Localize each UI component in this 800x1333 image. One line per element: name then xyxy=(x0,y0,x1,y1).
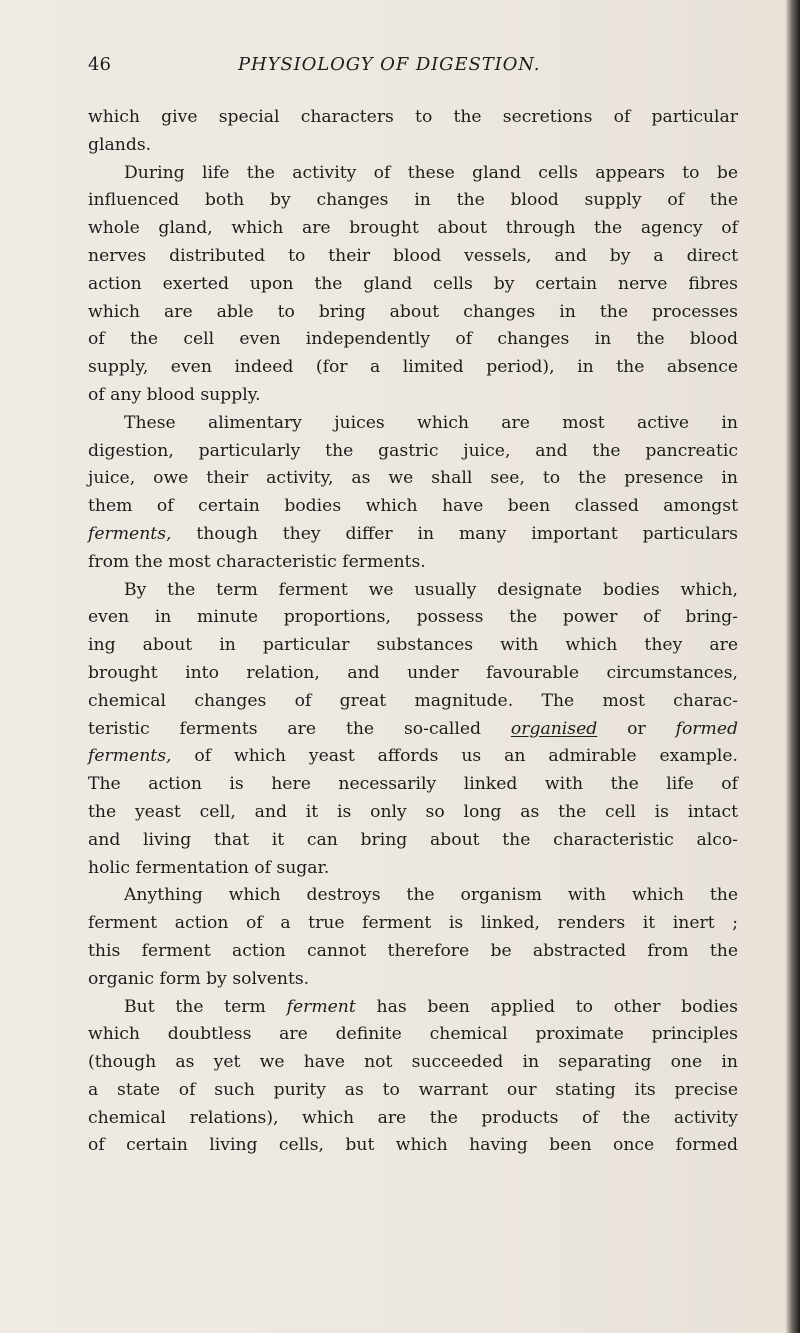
text-line: organic form by solvents. xyxy=(88,968,310,989)
running-title: PHYSIOLOGY OF DIGESTION. xyxy=(238,54,541,75)
text-line: chemical relations), which are the products of the activity xyxy=(88,1107,738,1128)
text-line: action exerted upon the gland cells by certain nerve fibres xyxy=(88,273,738,294)
text-line xyxy=(88,743,738,771)
page-header xyxy=(88,50,738,80)
text-line: even in minute proportions, possess the power of bring- xyxy=(88,607,738,628)
text-line: digestion, particularly the gastric juice, and the pancreatic xyxy=(88,440,738,461)
text-line: The action is here necessarily linked with the life of xyxy=(88,774,738,795)
text-line xyxy=(88,994,738,1022)
text-line xyxy=(88,716,738,744)
text-line: them of certain bodies which have been classed amongst xyxy=(88,496,738,517)
text-line: a state of such purity as to warrant our stating its precise xyxy=(88,1079,738,1100)
text-line: influenced both by changes in the blood supply of the xyxy=(88,190,738,211)
text-run: though they differ in many important particulars xyxy=(171,523,738,544)
text-line: supply, even indeed (for a limited period), in the absence xyxy=(88,357,738,378)
text-line: which are able to bring about changes in the processes xyxy=(88,301,738,322)
page-edge-shadow xyxy=(786,0,800,1333)
italic-term: formed xyxy=(675,718,738,739)
text-run: teristic ferments are the so-called xyxy=(88,718,511,739)
text-line: holic fermentation of sugar. xyxy=(88,857,330,878)
text-line: which doubtless are definite chemical proximate principles xyxy=(88,1024,738,1045)
text-run: But the term xyxy=(124,996,287,1017)
text-line: These alimentary juices which are most active in xyxy=(124,412,738,433)
text-run: has been applied to other bodies xyxy=(355,996,738,1017)
text-line: brought into relation, and under favourable circumstances, xyxy=(88,662,738,683)
italic-term: organised xyxy=(510,718,598,739)
text-line: of certain living cells, but which having been once formed xyxy=(88,1135,738,1156)
text-line: which give special characters to the secretions of particular xyxy=(88,107,738,127)
text-line: nerves distributed to their blood vessels, and by a direct xyxy=(88,245,738,266)
body-text xyxy=(88,104,738,1160)
text-line: ferment action of a true ferment is linked, renders it inert ; xyxy=(88,913,738,934)
text-line: (though as yet we have not succeeded in separating one in xyxy=(88,1052,738,1073)
text-line: juice, owe their activity, as we shall see, to the presence in xyxy=(88,468,738,489)
italic-term: ferment xyxy=(286,996,356,1017)
text-line: from the most characteristic ferments. xyxy=(88,551,426,572)
text-line: this ferment action cannot therefore be abstracted from the xyxy=(88,940,738,961)
text-line xyxy=(88,521,738,549)
text-line: of the cell even independently of changes in the blood xyxy=(88,329,738,350)
text-line: glands. xyxy=(88,134,152,155)
italic-term: ferments, xyxy=(88,746,172,767)
text-line: By the term ferment we usually designate bodies which, xyxy=(124,579,738,600)
text-line: ing about in particular substances with which they are xyxy=(88,635,738,656)
text-line: whole gland, which are brought about through the agency of xyxy=(88,218,738,239)
text-run: or xyxy=(597,718,676,739)
text-line: chemical changes of great magnitude. The most charac- xyxy=(88,690,738,711)
text-run: of which yeast affords us an admirable example. xyxy=(171,746,738,767)
text-line: and living that it can bring about the characteristic alco- xyxy=(88,829,738,850)
italic-term: ferments, xyxy=(88,523,172,544)
text-line: the yeast cell, and it is only so long as the cell is intact xyxy=(88,801,738,822)
text-line: Anything which destroys the organism with which the xyxy=(124,885,738,906)
text-line: During life the activity of these gland cells appears to be xyxy=(124,162,738,183)
page-number: 46 xyxy=(88,54,111,75)
text-line: of any blood supply. xyxy=(88,384,261,405)
